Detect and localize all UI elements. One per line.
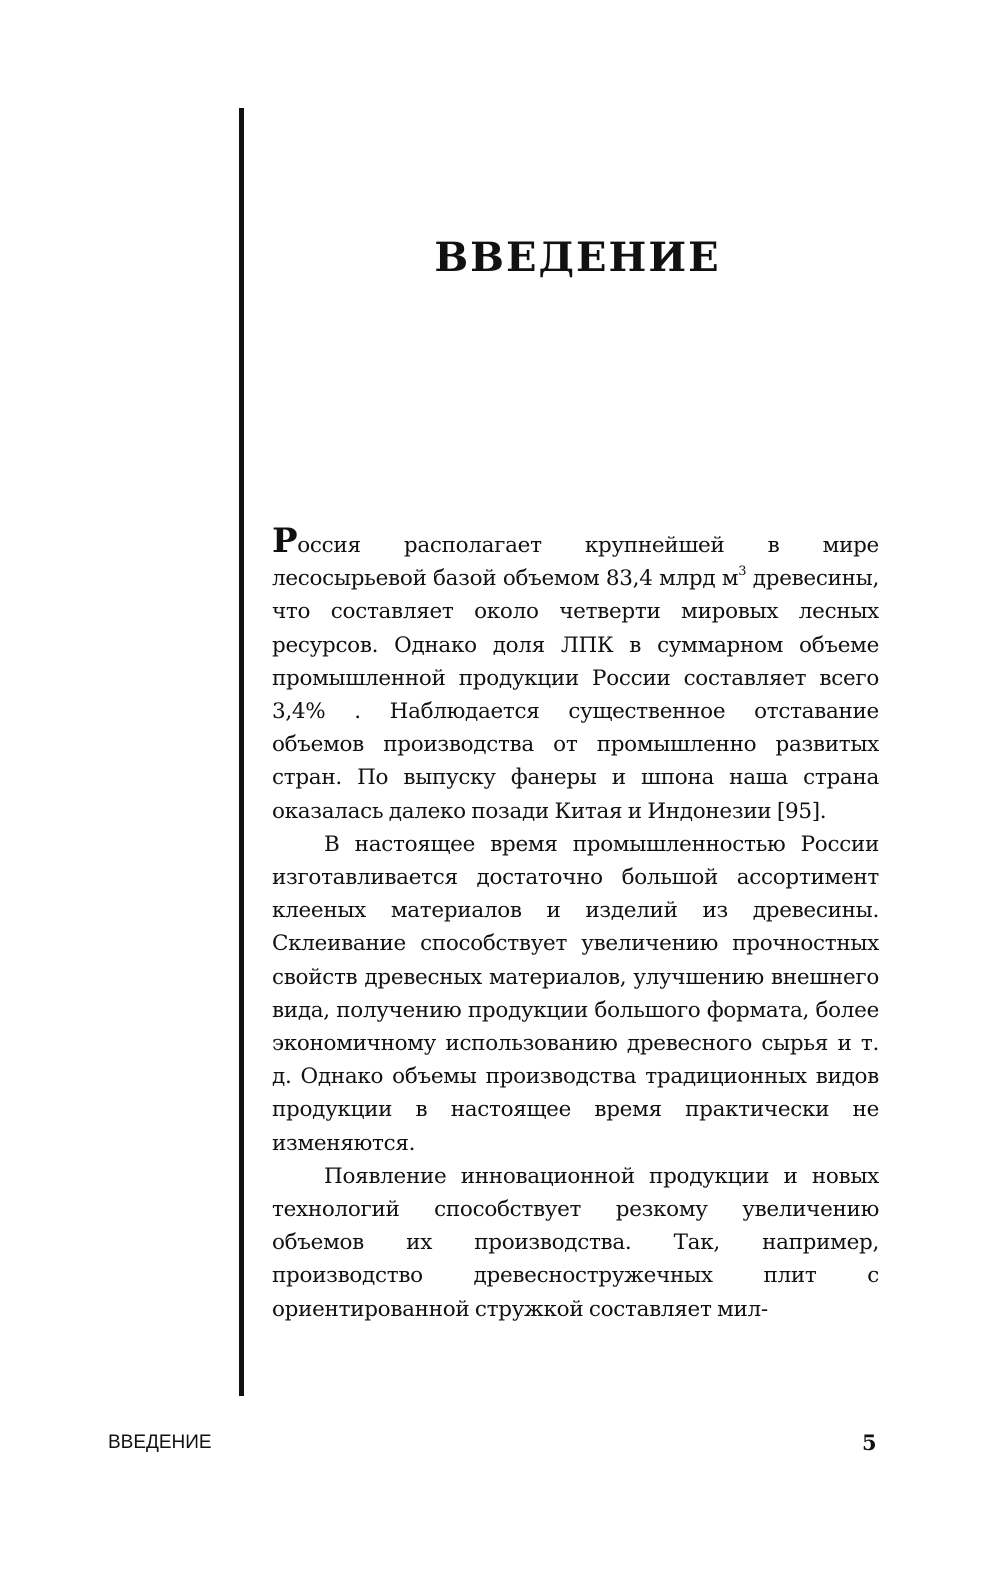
page-title: ВВЕДЕНИЕ xyxy=(434,234,721,281)
superscript: 3 xyxy=(738,564,747,580)
paragraph-2: В настоящее время промышленностью России изготавливается достаточно большой ассортимент клееных материалов и изделий из древесины. Склеивание способствует увеличению прочностных свойств древесных материалов, улучшению внешнего вида, получению продукции большого формата, более экономичному использованию древесного сырья и т. д. Однако объемы производства традиционных видов продукции в настоящее время практически не изменяются. xyxy=(272,831,879,1156)
drop-cap: Р xyxy=(272,521,298,561)
paragraph-3: Появление инновационной продукции и новых технологий способствует резкому увеличению объемов их производства. Так, например, производство древесностружечных плит с ориентированной стружкой составляет мил- xyxy=(272,1163,879,1322)
page-number: 5 xyxy=(862,1430,877,1455)
running-head: ВВЕДЕНИЕ xyxy=(108,1432,212,1453)
paragraph-1-text-b: древесины, что составляет около четверти мировых лесных ресурсов. Однако доля ЛПК в суммарном объеме промышленной продукции России составляет всего 3,4% . Наблюдается существенное отставание объемов производства от промышленно развитых стран. По выпуску фанеры и шпона наша страна оказалась далеко позади Китая и Индонезии [95]. xyxy=(272,566,879,824)
body-text xyxy=(272,521,879,1326)
paragraph-1 xyxy=(272,521,879,828)
paragraph-1-text-a: оссия располагает крупнейшей в мире лесосырьевой базой объемом 83,4 млрд м xyxy=(272,533,879,592)
vertical-rule xyxy=(239,108,244,1396)
